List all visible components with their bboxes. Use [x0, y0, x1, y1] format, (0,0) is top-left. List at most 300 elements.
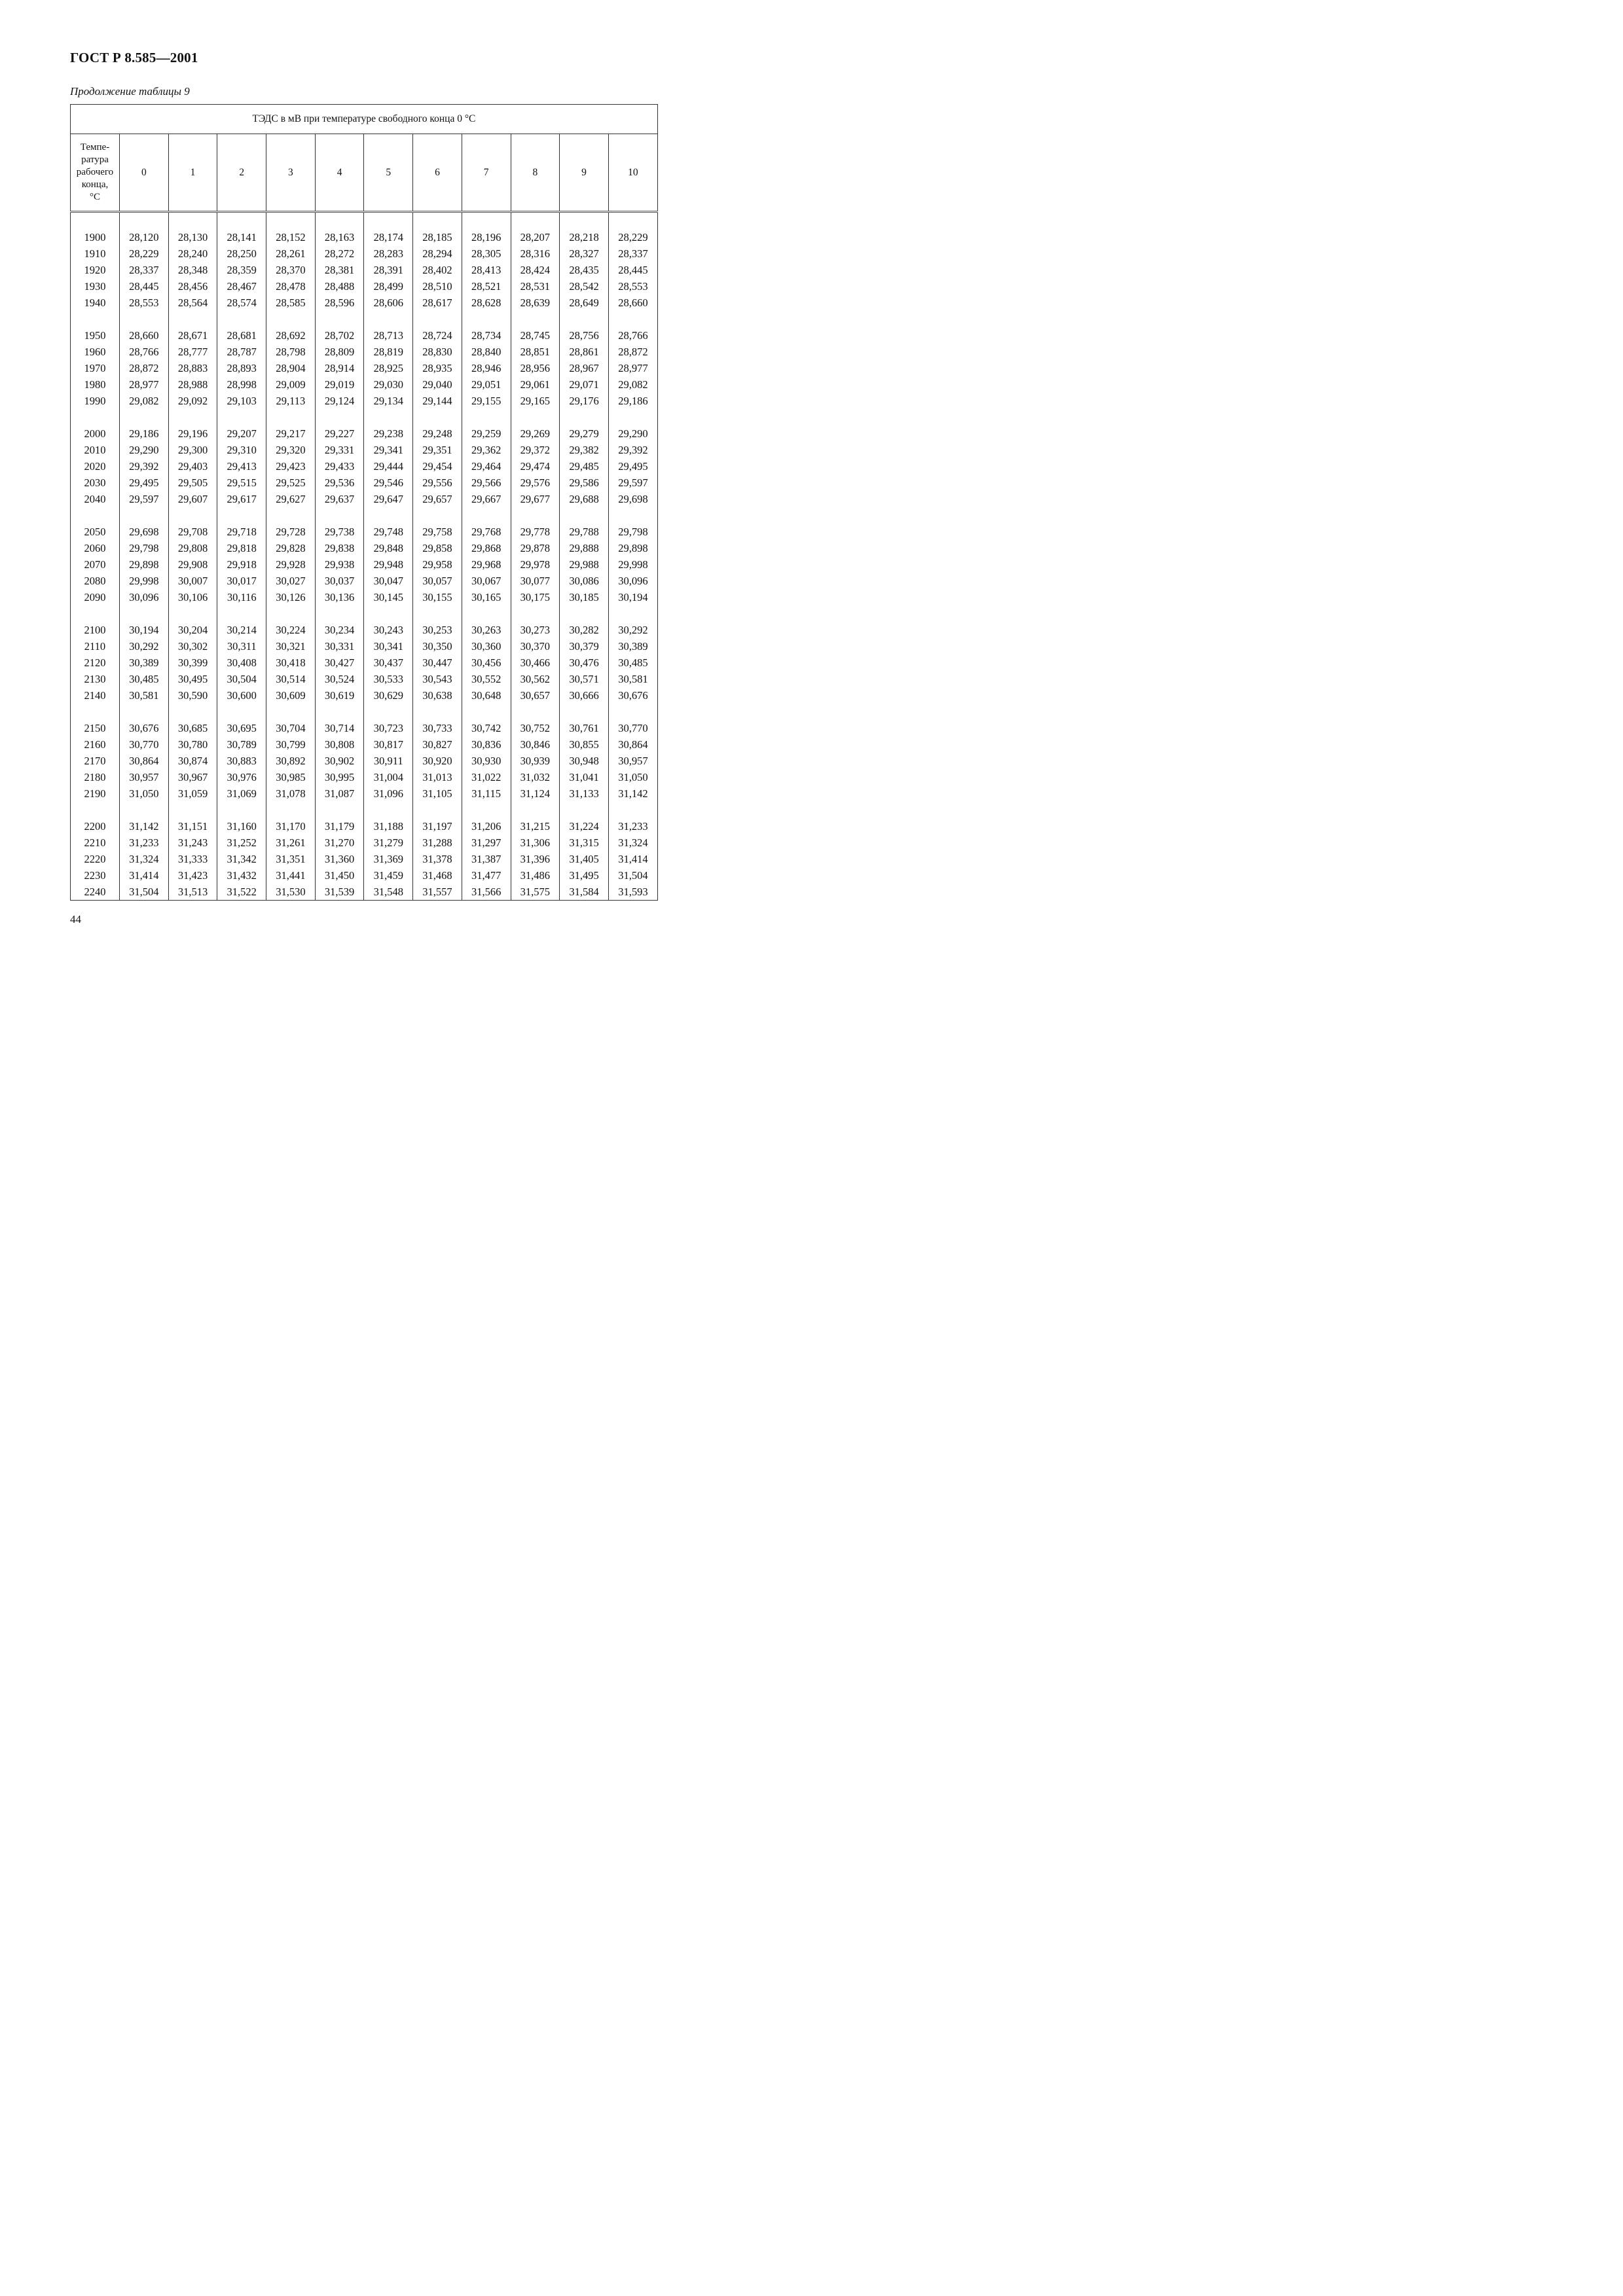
value-cell: 29,423: [266, 458, 316, 475]
value-cell: 29,392: [120, 458, 169, 475]
spacer-cell: [364, 311, 413, 327]
value-cell: 31,160: [217, 818, 266, 834]
spacer-cell: [560, 311, 609, 327]
value-cell: 31,197: [413, 818, 462, 834]
value-cell: 28,141: [217, 229, 266, 245]
value-cell: 28,904: [266, 360, 316, 376]
column-header: 2: [217, 134, 266, 212]
spacer-cell: [608, 507, 657, 524]
value-cell: 30,648: [462, 687, 511, 704]
value-cell: 28,872: [608, 344, 657, 360]
value-cell: 30,920: [413, 753, 462, 769]
value-cell: 29,888: [560, 540, 609, 556]
value-cell: 31,351: [266, 851, 316, 867]
value-cell: 31,261: [266, 834, 316, 851]
value-cell: 28,435: [560, 262, 609, 278]
temperature-cell: 2190: [71, 785, 120, 802]
value-cell: 29,165: [511, 393, 560, 409]
table-row: [71, 785, 658, 802]
value-cell: 31,504: [120, 884, 169, 901]
value-cell: 28,840: [462, 344, 511, 360]
value-cell: 29,576: [511, 475, 560, 491]
spacer-cell: [608, 311, 657, 327]
temperature-cell: 2140: [71, 687, 120, 704]
value-cell: 29,698: [608, 491, 657, 507]
value-cell: 28,861: [560, 344, 609, 360]
value-cell: 28,370: [266, 262, 316, 278]
value-cell: 31,315: [560, 834, 609, 851]
value-cell: 28,531: [511, 278, 560, 295]
value-cell: 31,495: [560, 867, 609, 884]
value-cell: 29,009: [266, 376, 316, 393]
spacer-cell: [462, 704, 511, 720]
value-cell: 28,402: [413, 262, 462, 278]
value-cell: 31,441: [266, 867, 316, 884]
value-cell: 29,341: [364, 442, 413, 458]
value-cell: 29,134: [364, 393, 413, 409]
value-cell: 29,688: [560, 491, 609, 507]
spacer-cell: [511, 802, 560, 818]
value-cell: 29,290: [120, 442, 169, 458]
value-cell: 29,464: [462, 458, 511, 475]
table-row: [71, 622, 658, 638]
value-cell: 29,898: [608, 540, 657, 556]
value-cell: 30,995: [315, 769, 364, 785]
table-row: [71, 229, 658, 245]
table-row: [71, 753, 658, 769]
value-cell: 30,447: [413, 655, 462, 671]
value-cell: 31,050: [120, 785, 169, 802]
spacer-cell: [462, 212, 511, 230]
spacer-cell: [511, 605, 560, 622]
value-cell: 30,817: [364, 736, 413, 753]
temperature-cell: 2050: [71, 524, 120, 540]
value-cell: 30,752: [511, 720, 560, 736]
value-cell: 28,478: [266, 278, 316, 295]
table-row: [71, 360, 658, 376]
value-cell: 29,627: [266, 491, 316, 507]
spacer-cell: [266, 802, 316, 818]
spacer-cell: [413, 507, 462, 524]
value-cell: 29,444: [364, 458, 413, 475]
temperature-cell: 1950: [71, 327, 120, 344]
spacer-cell: [71, 409, 120, 425]
temperature-cell: 2160: [71, 736, 120, 753]
value-cell: 29,071: [560, 376, 609, 393]
value-cell: 29,546: [364, 475, 413, 491]
spacer-cell: [608, 212, 657, 230]
value-cell: 28,445: [120, 278, 169, 295]
value-cell: 29,928: [266, 556, 316, 573]
spacer-cell: [364, 507, 413, 524]
spacer-cell: [413, 605, 462, 622]
value-cell: 29,259: [462, 425, 511, 442]
spacer-cell: [315, 802, 364, 818]
column-header: 4: [315, 134, 364, 212]
value-cell: 31,539: [315, 884, 364, 901]
value-cell: 30,476: [560, 655, 609, 671]
value-cell: 30,939: [511, 753, 560, 769]
value-cell: 30,165: [462, 589, 511, 605]
spacer-cell: [71, 311, 120, 327]
value-cell: 30,808: [315, 736, 364, 753]
value-cell: 30,666: [560, 687, 609, 704]
value-cell: 29,300: [168, 442, 217, 458]
value-cell: 30,418: [266, 655, 316, 671]
spacer-cell: [413, 212, 462, 230]
value-cell: 28,413: [462, 262, 511, 278]
spacer-cell: [560, 704, 609, 720]
value-cell: 29,433: [315, 458, 364, 475]
value-cell: 29,998: [120, 573, 169, 589]
spacer-cell: [168, 704, 217, 720]
value-cell: 30,761: [560, 720, 609, 736]
table-row: [71, 769, 658, 785]
value-cell: 31,041: [560, 769, 609, 785]
table-caption: Продолжение таблицы 9: [70, 85, 190, 98]
spacer-cell: [217, 507, 266, 524]
value-cell: 29,279: [560, 425, 609, 442]
value-cell: 31,233: [120, 834, 169, 851]
value-cell: 30,581: [120, 687, 169, 704]
value-cell: 29,124: [315, 393, 364, 409]
value-cell: 30,136: [315, 589, 364, 605]
value-cell: 29,515: [217, 475, 266, 491]
value-cell: 29,566: [462, 475, 511, 491]
value-cell: 30,027: [266, 573, 316, 589]
value-cell: 28,152: [266, 229, 316, 245]
value-cell: 30,714: [315, 720, 364, 736]
value-cell: 30,175: [511, 589, 560, 605]
temperature-cell: 2000: [71, 425, 120, 442]
value-cell: 29,918: [217, 556, 266, 573]
value-cell: 29,155: [462, 393, 511, 409]
spacer-cell: [364, 704, 413, 720]
value-cell: 30,086: [560, 573, 609, 589]
value-cell: 28,261: [266, 245, 316, 262]
value-cell: 28,305: [462, 245, 511, 262]
thermo-emf-table: [70, 104, 658, 901]
value-cell: 30,770: [120, 736, 169, 753]
value-cell: 31,206: [462, 818, 511, 834]
table-row: [71, 540, 658, 556]
spacer-cell: [462, 507, 511, 524]
value-cell: 30,224: [266, 622, 316, 638]
value-cell: 30,360: [462, 638, 511, 655]
column-header: 1: [168, 134, 217, 212]
spacer-cell: [120, 507, 169, 524]
value-cell: 28,977: [608, 360, 657, 376]
value-cell: 31,004: [364, 769, 413, 785]
value-cell: 28,499: [364, 278, 413, 295]
value-cell: 30,106: [168, 589, 217, 605]
value-cell: 28,510: [413, 278, 462, 295]
value-cell: 31,414: [608, 851, 657, 867]
value-cell: 31,243: [168, 834, 217, 851]
value-cell: 30,466: [511, 655, 560, 671]
value-cell: 30,302: [168, 638, 217, 655]
value-cell: 28,564: [168, 295, 217, 311]
value-cell: 28,988: [168, 376, 217, 393]
temperature-cell: 2100: [71, 622, 120, 638]
spacer-cell: [266, 704, 316, 720]
value-cell: 31,115: [462, 785, 511, 802]
column-header: 7: [462, 134, 511, 212]
value-cell: 30,292: [120, 638, 169, 655]
value-cell: 31,423: [168, 867, 217, 884]
table-row: [71, 425, 658, 442]
temperature-cell: 2030: [71, 475, 120, 491]
value-cell: 28,660: [608, 295, 657, 311]
value-cell: 28,692: [266, 327, 316, 344]
value-cell: 30,007: [168, 573, 217, 589]
temperature-cell: 2170: [71, 753, 120, 769]
value-cell: 29,978: [511, 556, 560, 573]
value-cell: 29,868: [462, 540, 511, 556]
value-cell: 30,533: [364, 671, 413, 687]
column-header: 0: [120, 134, 169, 212]
value-cell: 30,985: [266, 769, 316, 785]
value-cell: 30,657: [511, 687, 560, 704]
value-cell: 30,836: [462, 736, 511, 753]
value-cell: 30,155: [413, 589, 462, 605]
value-cell: 29,758: [413, 524, 462, 540]
temperature-header-line: конца,: [81, 179, 109, 190]
value-cell: 31,306: [511, 834, 560, 851]
value-cell: 31,059: [168, 785, 217, 802]
value-cell: 31,252: [217, 834, 266, 851]
temperature-cell: 2220: [71, 851, 120, 867]
value-cell: 31,360: [315, 851, 364, 867]
value-cell: 31,566: [462, 884, 511, 901]
value-cell: 29,637: [315, 491, 364, 507]
spacer-cell: [120, 311, 169, 327]
spacer-row: [71, 704, 658, 720]
spacer-cell: [217, 212, 266, 230]
value-cell: 29,788: [560, 524, 609, 540]
value-cell: 29,988: [560, 556, 609, 573]
value-cell: 28,819: [364, 344, 413, 360]
spacer-row: [71, 802, 658, 818]
value-cell: 30,524: [315, 671, 364, 687]
value-cell: 28,185: [413, 229, 462, 245]
value-cell: 30,590: [168, 687, 217, 704]
spacer-cell: [168, 409, 217, 425]
spacer-cell: [71, 802, 120, 818]
table-row: [71, 851, 658, 867]
value-cell: 29,728: [266, 524, 316, 540]
value-cell: 29,798: [608, 524, 657, 540]
table-row: [71, 687, 658, 704]
value-cell: 30,145: [364, 589, 413, 605]
temperature-cell: 1970: [71, 360, 120, 376]
spacer-cell: [364, 802, 413, 818]
value-cell: 29,351: [413, 442, 462, 458]
spacer-cell: [217, 409, 266, 425]
value-cell: 28,998: [217, 376, 266, 393]
value-cell: 31,142: [608, 785, 657, 802]
column-header: 6: [413, 134, 462, 212]
temperature-cell: 2180: [71, 769, 120, 785]
spacer-cell: [511, 704, 560, 720]
value-cell: 31,450: [315, 867, 364, 884]
value-cell: 28,163: [315, 229, 364, 245]
value-cell: 29,238: [364, 425, 413, 442]
spacer-cell: [315, 409, 364, 425]
value-cell: 28,893: [217, 360, 266, 376]
table-row: [71, 671, 658, 687]
value-cell: 31,270: [315, 834, 364, 851]
value-cell: 28,798: [266, 344, 316, 360]
value-cell: 29,186: [608, 393, 657, 409]
value-cell: 29,938: [315, 556, 364, 573]
spacer-cell: [511, 507, 560, 524]
value-cell: 28,327: [560, 245, 609, 262]
value-cell: 30,638: [413, 687, 462, 704]
spacer-cell: [71, 704, 120, 720]
value-cell: 28,777: [168, 344, 217, 360]
value-cell: 29,207: [217, 425, 266, 442]
value-cell: 28,914: [315, 360, 364, 376]
value-cell: 30,321: [266, 638, 316, 655]
value-cell: 29,798: [120, 540, 169, 556]
spacer-cell: [511, 409, 560, 425]
spacer-cell: [462, 311, 511, 327]
value-cell: 28,681: [217, 327, 266, 344]
value-cell: 28,130: [168, 229, 217, 245]
value-cell: 28,445: [608, 262, 657, 278]
value-cell: 29,196: [168, 425, 217, 442]
value-cell: 29,454: [413, 458, 462, 475]
value-cell: 30,676: [608, 687, 657, 704]
value-cell: 28,553: [120, 295, 169, 311]
table-row: [71, 491, 658, 507]
value-cell: 29,051: [462, 376, 511, 393]
value-cell: 29,176: [560, 393, 609, 409]
value-cell: 30,976: [217, 769, 266, 785]
value-cell: 30,331: [315, 638, 364, 655]
value-cell: 29,998: [608, 556, 657, 573]
spacer-cell: [560, 507, 609, 524]
spacer-cell: [560, 409, 609, 425]
value-cell: 30,619: [315, 687, 364, 704]
value-cell: 28,542: [560, 278, 609, 295]
value-cell: 30,253: [413, 622, 462, 638]
value-cell: 30,676: [120, 720, 169, 736]
value-cell: 30,930: [462, 753, 511, 769]
temperature-cell: 2120: [71, 655, 120, 671]
value-cell: 28,467: [217, 278, 266, 295]
table-row: [71, 278, 658, 295]
spacer-cell: [511, 311, 560, 327]
value-cell: 30,892: [266, 753, 316, 769]
value-cell: 30,685: [168, 720, 217, 736]
value-cell: 28,713: [364, 327, 413, 344]
value-cell: 30,096: [608, 573, 657, 589]
value-cell: 30,116: [217, 589, 266, 605]
table-row: [71, 720, 658, 736]
temperature-cell: 2150: [71, 720, 120, 736]
value-cell: 31,557: [413, 884, 462, 901]
value-cell: 31,522: [217, 884, 266, 901]
value-cell: 30,504: [217, 671, 266, 687]
value-cell: 28,628: [462, 295, 511, 311]
value-cell: 28,734: [462, 327, 511, 344]
value-cell: 31,575: [511, 884, 560, 901]
value-cell: 31,133: [560, 785, 609, 802]
temperature-cell: 2110: [71, 638, 120, 655]
value-cell: 29,030: [364, 376, 413, 393]
page-number: 44: [70, 913, 81, 925]
value-cell: 29,718: [217, 524, 266, 540]
spacer-cell: [120, 704, 169, 720]
value-cell: 31,032: [511, 769, 560, 785]
value-cell: 29,372: [511, 442, 560, 458]
value-cell: 29,958: [413, 556, 462, 573]
value-cell: 31,124: [511, 785, 560, 802]
value-cell: 29,748: [364, 524, 413, 540]
table-title: ТЭДС в мВ при температуре свободного конца 0 °С: [71, 105, 658, 134]
value-cell: 31,297: [462, 834, 511, 851]
value-cell: 31,179: [315, 818, 364, 834]
value-cell: 30,437: [364, 655, 413, 671]
column-header: 10: [608, 134, 657, 212]
temperature-cell: 2070: [71, 556, 120, 573]
value-cell: 30,292: [608, 622, 657, 638]
value-cell: 30,485: [608, 655, 657, 671]
temperature-cell: 1960: [71, 344, 120, 360]
value-cell: 30,552: [462, 671, 511, 687]
value-cell: 30,194: [608, 589, 657, 605]
value-cell: 28,596: [315, 295, 364, 311]
value-cell: 28,830: [413, 344, 462, 360]
spacer-cell: [315, 704, 364, 720]
value-cell: 28,488: [315, 278, 364, 295]
value-cell: 29,392: [608, 442, 657, 458]
value-cell: 28,337: [608, 245, 657, 262]
temperature-cell: 2090: [71, 589, 120, 605]
temperature-cell: 1920: [71, 262, 120, 278]
value-cell: 31,233: [608, 818, 657, 834]
value-cell: 28,809: [315, 344, 364, 360]
value-cell: 29,838: [315, 540, 364, 556]
spacer-cell: [315, 605, 364, 622]
value-cell: 31,548: [364, 884, 413, 901]
spacer-cell: [315, 212, 364, 230]
value-cell: 30,902: [315, 753, 364, 769]
value-cell: 28,766: [608, 327, 657, 344]
value-cell: 29,474: [511, 458, 560, 475]
value-cell: 31,215: [511, 818, 560, 834]
value-cell: 30,789: [217, 736, 266, 753]
temperature-cell: 2230: [71, 867, 120, 884]
value-cell: 30,243: [364, 622, 413, 638]
table-title-row: [71, 105, 658, 134]
value-cell: 31,333: [168, 851, 217, 867]
value-cell: 29,485: [560, 458, 609, 475]
value-cell: 28,935: [413, 360, 462, 376]
value-cell: 30,311: [217, 638, 266, 655]
temperature-cell: 1930: [71, 278, 120, 295]
temperature-cell: 2020: [71, 458, 120, 475]
value-cell: 28,756: [560, 327, 609, 344]
temperature-cell: 2010: [71, 442, 120, 458]
table-row: [71, 834, 658, 851]
temperature-cell: 2040: [71, 491, 120, 507]
spacer-cell: [413, 704, 462, 720]
value-cell: 28,553: [608, 278, 657, 295]
value-cell: 29,778: [511, 524, 560, 540]
